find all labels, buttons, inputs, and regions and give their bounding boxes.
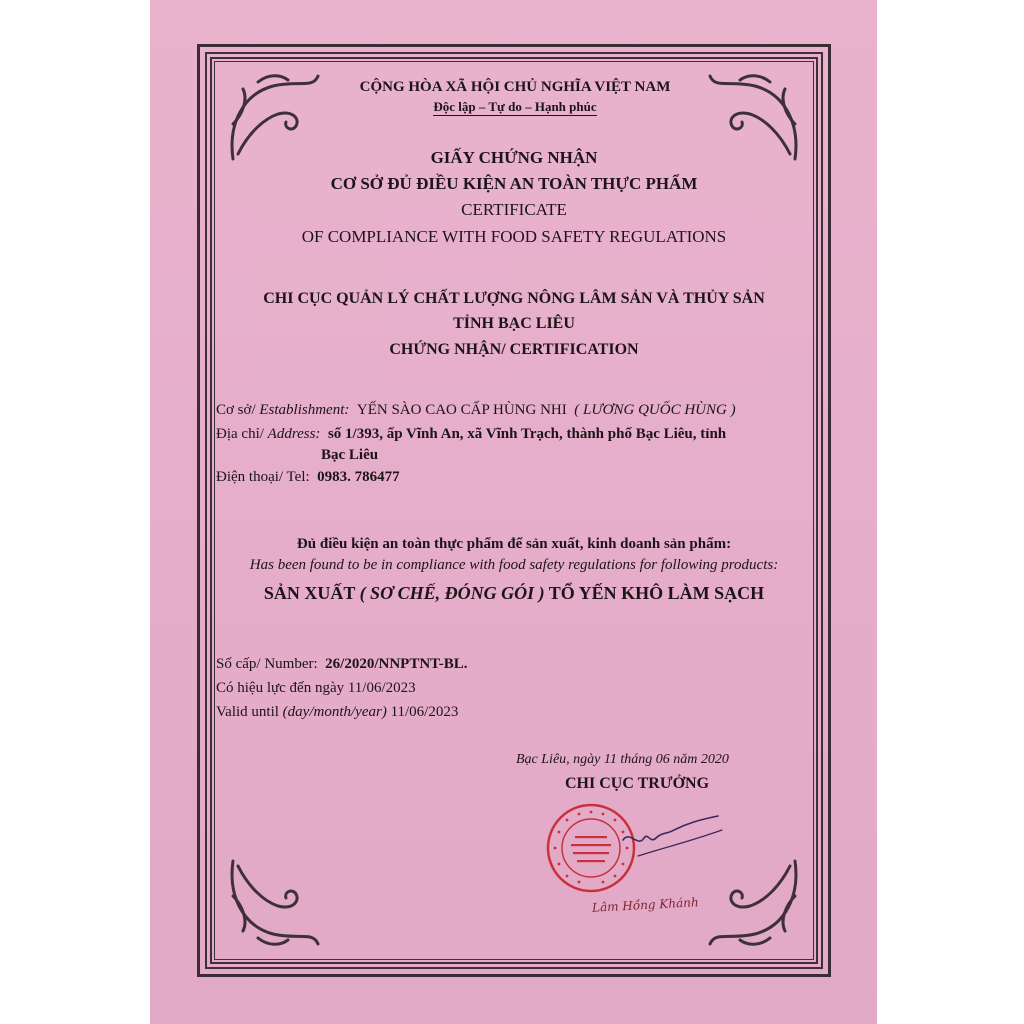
address-label-vn: Địa chỉ/ [216, 426, 264, 442]
validity-en-label: Valid until [216, 704, 279, 720]
issuer-name: CHI CỤC QUẢN LÝ CHẤT LƯỢNG NÔNG LÂM SẢN VÀ THỦY SẢN [263, 290, 765, 307]
address-value-line1: số 1/393, ấp Vĩnh An, xã Vĩnh Trạch, thành phố Bạc Liêu, tỉnh [327, 426, 727, 442]
country-heading: CỘNG HÒA XÃ HỘI CHỦ NGHĨA VIỆT NAM [359, 79, 671, 95]
certification-heading: CHỨNG NHẬN/ CERTIFICATION [389, 341, 639, 358]
product-b: ( SƠ CHẾ, ĐÓNG GÓI ) [359, 583, 545, 603]
certificate-title-en: CERTIFICATE [461, 200, 567, 219]
establishment-label-en: Establishment: [259, 402, 350, 418]
validity-vn-date: 11/06/2023 [347, 680, 416, 696]
place-and-date: Bạc Liêu, ngày 11 tháng 06 năm 2020 [516, 752, 729, 767]
compliance-statement-en: Has been found to be in compliance with food safety regulations for following products: [249, 557, 779, 573]
validity-vn-label: Có hiệu lực đến ngày [216, 680, 345, 696]
phone-field [216, 469, 400, 486]
bottom-left-ornament-icon [218, 846, 328, 956]
establishment-owner: ( LƯƠNG QUỐC HÙNG ) [574, 402, 736, 418]
signer-name: Lâm Hồng Khánh [591, 895, 699, 915]
address-value-line2: Bạc Liêu [321, 447, 379, 463]
certificate-subtitle-vn: CƠ SỞ ĐỦ ĐIỀU KIỆN AN TOÀN THỰC PHẨM [330, 174, 698, 193]
establishment-value: YẾN SÀO CAO CẤP HÙNG NHI [356, 402, 567, 418]
validity-en-format: (day/month/year) [282, 704, 387, 720]
motto-text: Độc lập – Tự do – Hạnh phúc [433, 99, 597, 114]
certificate-title-vn: GIẤY CHỨNG NHẬN [430, 148, 598, 167]
number-value: 26/2020/NNPTNT-BL. [325, 656, 468, 672]
motto [240, 99, 790, 115]
phone-value: 0983. 786477 [317, 469, 400, 485]
validity-en-date: 11/06/2023 [390, 704, 459, 720]
establishment-field [216, 402, 736, 419]
address-field [216, 426, 726, 443]
signer-position: CHI CỤC TRƯỞNG [565, 775, 710, 792]
number-label: Số cấp/ Number: [216, 656, 318, 672]
address-label-en: Address: [267, 426, 321, 442]
number-field [216, 656, 468, 673]
product-a: SẢN XUẤT [263, 583, 356, 603]
validity-en-field [216, 704, 458, 721]
issuer-province: TỈNH BẠC LIÊU [453, 315, 575, 332]
phone-label: Điện thoại/ Tel: [216, 469, 310, 485]
product-line [214, 583, 814, 604]
validity-vn-field [216, 680, 416, 697]
certificate-subtitle-en: OF COMPLIANCE WITH FOOD SAFETY REGULATIONS [301, 227, 727, 246]
compliance-statement-vn: Đủ điều kiện an toàn thực phẩm để sản xuất, kinh doanh sản phẩm: [296, 536, 732, 552]
establishment-label-vn: Cơ sở/ [216, 402, 256, 418]
handwritten-signature-icon [618, 808, 728, 868]
product-c: TỔ YẾN KHÔ LÀM SẠCH [548, 583, 765, 603]
